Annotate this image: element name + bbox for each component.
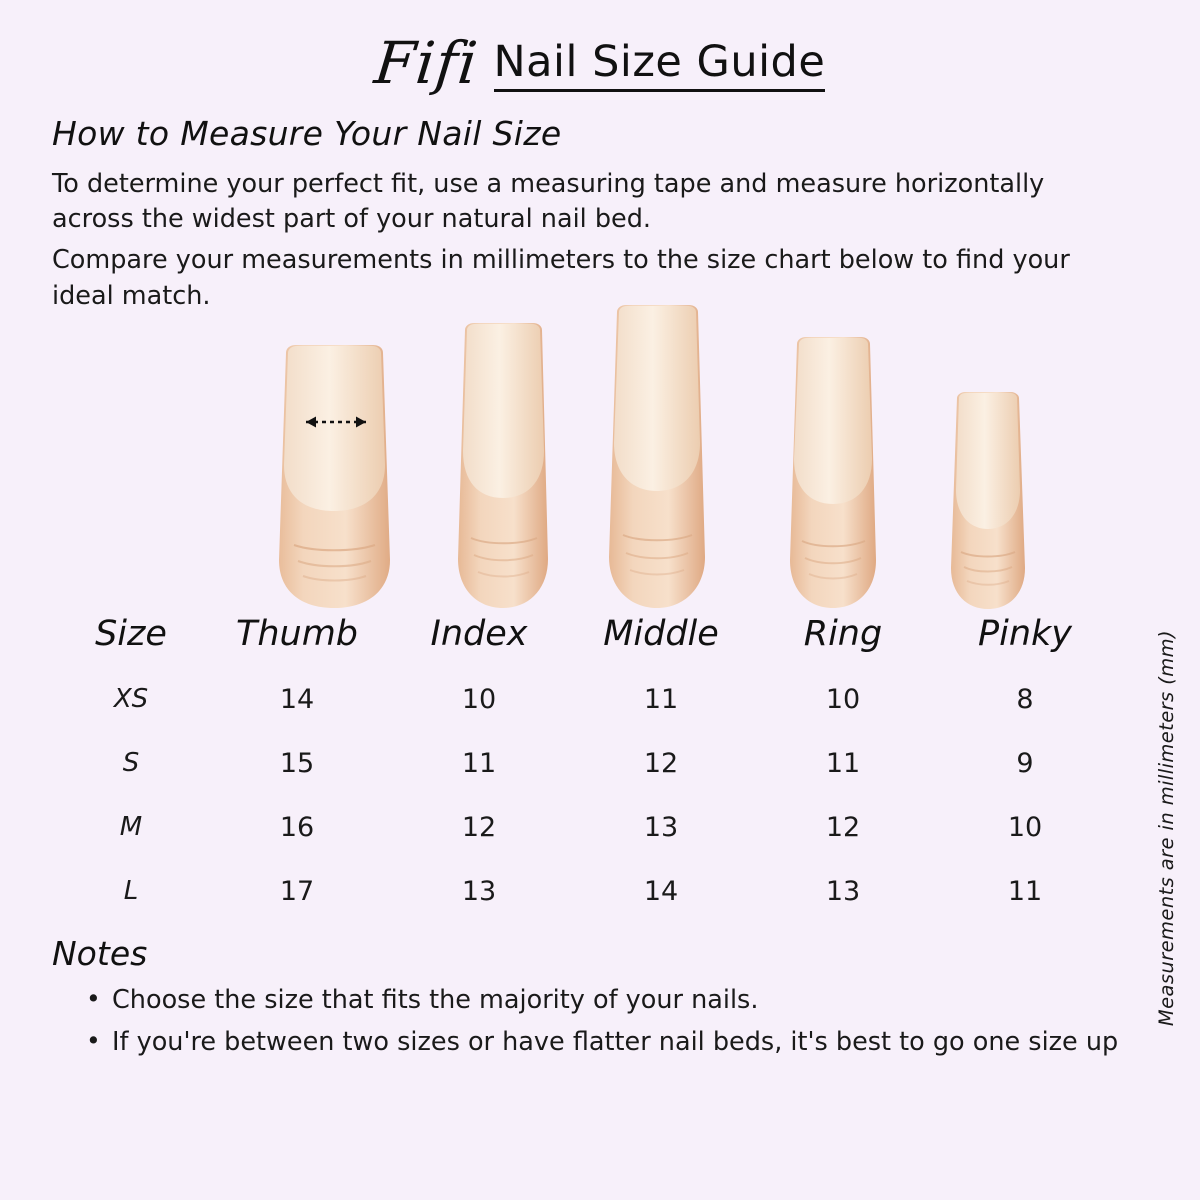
intro-section <box>0 92 1200 314</box>
table-header-ring: Ring <box>803 613 883 654</box>
nail-illustration <box>0 320 1200 610</box>
nail-thumb-illustration <box>272 345 397 610</box>
cell-middle: 14 <box>643 875 679 907</box>
notes-list <box>52 983 1148 1060</box>
nail-index-illustration <box>452 323 554 610</box>
cell-thumb: 15 <box>279 747 315 779</box>
nail-pinky-illustration <box>946 392 1030 610</box>
cell-pinky: 9 <box>1016 747 1034 779</box>
table-header-middle: Middle <box>603 613 719 654</box>
nail-middle-illustration <box>602 305 712 610</box>
table-header-pinky: Pinky <box>978 613 1072 654</box>
size-chart-table <box>56 610 1116 924</box>
intro-paragraph-2: Compare your measurements in millimeters to the size chart below to find your ideal match. <box>52 245 1070 311</box>
cell-index: 13 <box>461 875 497 907</box>
cell-middle: 11 <box>643 683 679 715</box>
table-row <box>56 732 1116 796</box>
intro-paragraph-1: To determine your perfect fit, use a measuring tape and measure horizontally across the widest part of your natural nail bed. <box>52 169 1045 235</box>
table-header-row <box>56 610 1116 668</box>
nail-ring-illustration <box>784 337 882 610</box>
notes-heading: Notes <box>52 933 148 973</box>
table-header-thumb: Thumb <box>235 613 359 654</box>
notes-section <box>0 924 1200 1060</box>
cell-ring: 13 <box>825 875 861 907</box>
table-header-size: Size <box>95 613 167 654</box>
table-row <box>56 860 1116 924</box>
cell-pinky: 11 <box>1007 875 1043 907</box>
list-item: • Choose the size that fits the majority of your nails. <box>86 983 1148 1017</box>
row-size-label: XS <box>113 684 149 715</box>
cell-pinky: 8 <box>1016 683 1034 715</box>
table-row <box>56 796 1116 860</box>
cell-ring: 10 <box>825 683 861 715</box>
cell-thumb: 14 <box>279 683 315 715</box>
cell-index: 11 <box>461 747 497 779</box>
page-title: Nail Size Guide <box>494 40 826 92</box>
measurement-unit-note: Measurements are in millimeters (mm) <box>1155 629 1178 1026</box>
cell-middle: 12 <box>643 747 679 779</box>
table-header-index: Index <box>430 613 528 654</box>
row-size-label: S <box>122 748 140 779</box>
list-item: • If you're between two sizes or have flatter nail beds, it's best to go one size up <box>86 1025 1148 1059</box>
row-size-label: M <box>119 812 143 843</box>
cell-thumb: 17 <box>279 875 315 907</box>
cell-ring: 11 <box>825 747 861 779</box>
cell-middle: 13 <box>643 811 679 843</box>
intro-heading: How to Measure Your Nail Size <box>52 114 562 153</box>
double-arrow-width-icon <box>296 414 376 430</box>
page-header <box>0 0 1200 97</box>
row-size-label: L <box>123 876 139 907</box>
cell-thumb: 16 <box>279 811 315 843</box>
cell-pinky: 10 <box>1007 811 1043 843</box>
brand-logo: Fifi <box>371 29 482 97</box>
cell-index: 12 <box>461 811 497 843</box>
cell-index: 10 <box>461 683 497 715</box>
cell-ring: 12 <box>825 811 861 843</box>
table-row <box>56 668 1116 732</box>
